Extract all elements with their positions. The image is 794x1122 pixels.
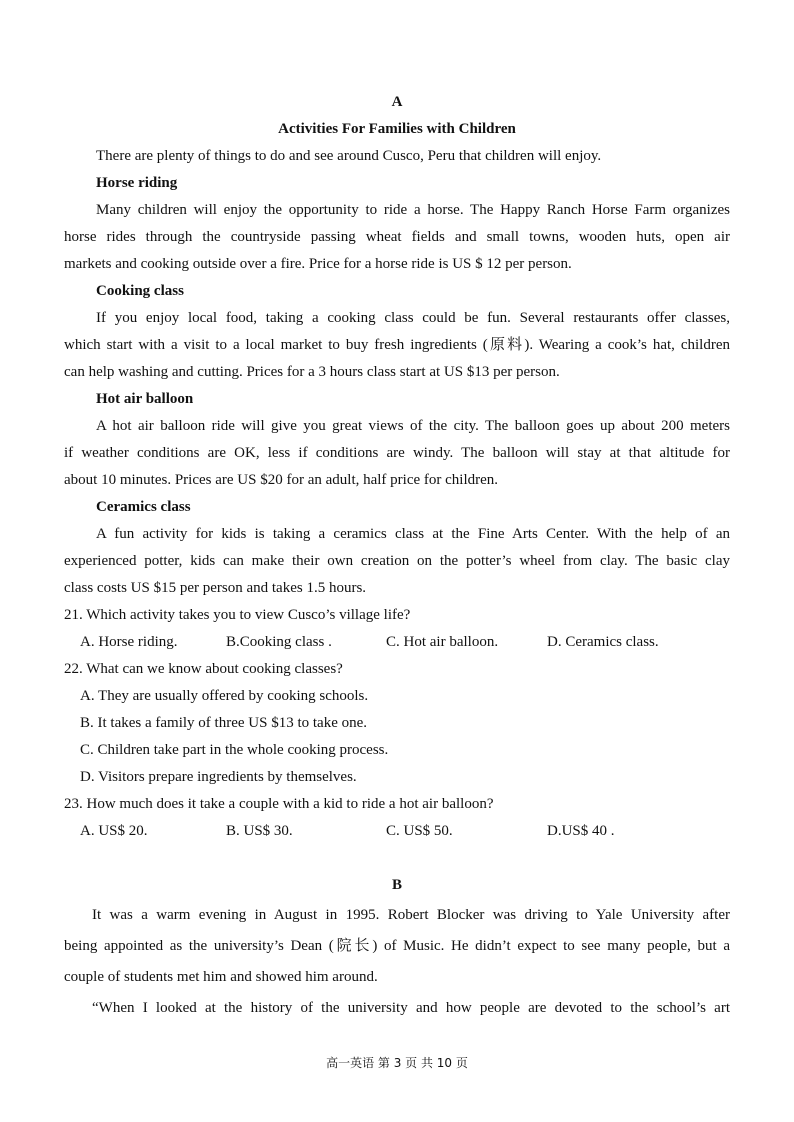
- question-22-option-a: A. They are usually offered by cooking schools.: [80, 688, 369, 704]
- question-22-option-b: B. It takes a family of three US $13 to take one.: [80, 715, 368, 731]
- hot-air-balloon-line: A hot air balloon ride will give you great views of the city. The balloon goes up about 200 meters: [96, 418, 730, 434]
- ceramics-class-line: A fun activity for kids is taking a ceramics class at the Fine Arts Center. With the help of an: [96, 526, 730, 542]
- section-b-line: “When I looked at the history of the university and how people are devoted to the school’s art: [92, 1000, 730, 1016]
- ceramics-class-line: experienced potter, kids can make their own creation on the potter’s wheel from clay. The basic clay: [64, 553, 730, 569]
- horse-riding-line: horse rides through the countryside passing wheat fields and small towns, wooden huts, open air: [64, 229, 730, 245]
- ceramics-class-line: class costs US $15 per person and takes 1.5 hours.: [64, 580, 367, 596]
- cooking-class-line: can help washing and cutting. Prices for a 3 hours class start at US $13 per person.: [64, 364, 560, 380]
- question-23-option-b: B. US$ 30.: [226, 823, 293, 839]
- hot-air-balloon-line: about 10 minutes. Prices are US $20 for an adult, half price for children.: [64, 472, 499, 488]
- hot-air-balloon-heading: Hot air balloon: [96, 391, 194, 407]
- section-a-title: Activities For Families with Children: [278, 121, 516, 137]
- question-21-option-a: A. Horse riding.: [80, 634, 178, 650]
- section-a-intro: There are plenty of things to do and see around Cusco, Peru that children will enjoy.: [96, 148, 602, 164]
- horse-riding-heading: Horse riding: [96, 175, 178, 191]
- section-b-line: It was a warm evening in August in 1995. Robert Blocker was driving to Yale University after: [92, 907, 730, 923]
- question-22-option-d: D. Visitors prepare ingredients by themselves.: [80, 769, 357, 785]
- question-23-option-a: A. US$ 20.: [80, 823, 148, 839]
- question-22-stem: 22. What can we know about cooking classes?: [64, 661, 343, 677]
- horse-riding-line: markets and cooking outside over a fire. Price for a horse ride is US $ 12 per person.: [64, 256, 572, 272]
- section-b-letter: B: [391, 877, 402, 893]
- question-21-option-d: D. Ceramics class.: [547, 634, 659, 650]
- question-23-stem: 23. How much does it take a couple with a kid to ride a hot air balloon?: [64, 796, 494, 812]
- hot-air-balloon-line: if weather conditions are OK, less if conditions are windy. The balloon will stay at that altitude for: [64, 445, 730, 461]
- question-21-stem: 21. Which activity takes you to view Cusco’s village life?: [64, 607, 411, 623]
- question-21-option-b: B.Cooking class .: [226, 634, 332, 650]
- cooking-class-heading: Cooking class: [96, 283, 184, 299]
- section-b-line: couple of students met him and showed him around.: [64, 969, 378, 985]
- horse-riding-line: Many children will enjoy the opportunity to ride a horse. The Happy Ranch Horse Farm organizes: [96, 202, 730, 218]
- question-22-option-c: C. Children take part in the whole cooking process.: [80, 742, 389, 758]
- cooking-class-line: If you enjoy local food, taking a cooking class could be fun. Several restaurants offer classes,: [96, 310, 730, 326]
- ceramics-class-heading: Ceramics class: [96, 499, 191, 515]
- page-footer: 高一英语 第 3 页 共 10 页: [326, 1056, 468, 1070]
- question-21-option-c: C. Hot air balloon.: [386, 634, 499, 650]
- cooking-class-line: which start with a visit to a local market to buy fresh ingredients (原料). Wearing a cook’s hat, children: [64, 337, 730, 353]
- section-b-line: being appointed as the university’s Dean (院长) of Music. He didn’t expect to see many people, but a: [64, 938, 730, 954]
- section-a-letter: A: [391, 94, 403, 110]
- question-23-option-d: D.US$ 40 .: [547, 823, 615, 839]
- question-23-option-c: C. US$ 50.: [386, 823, 453, 839]
